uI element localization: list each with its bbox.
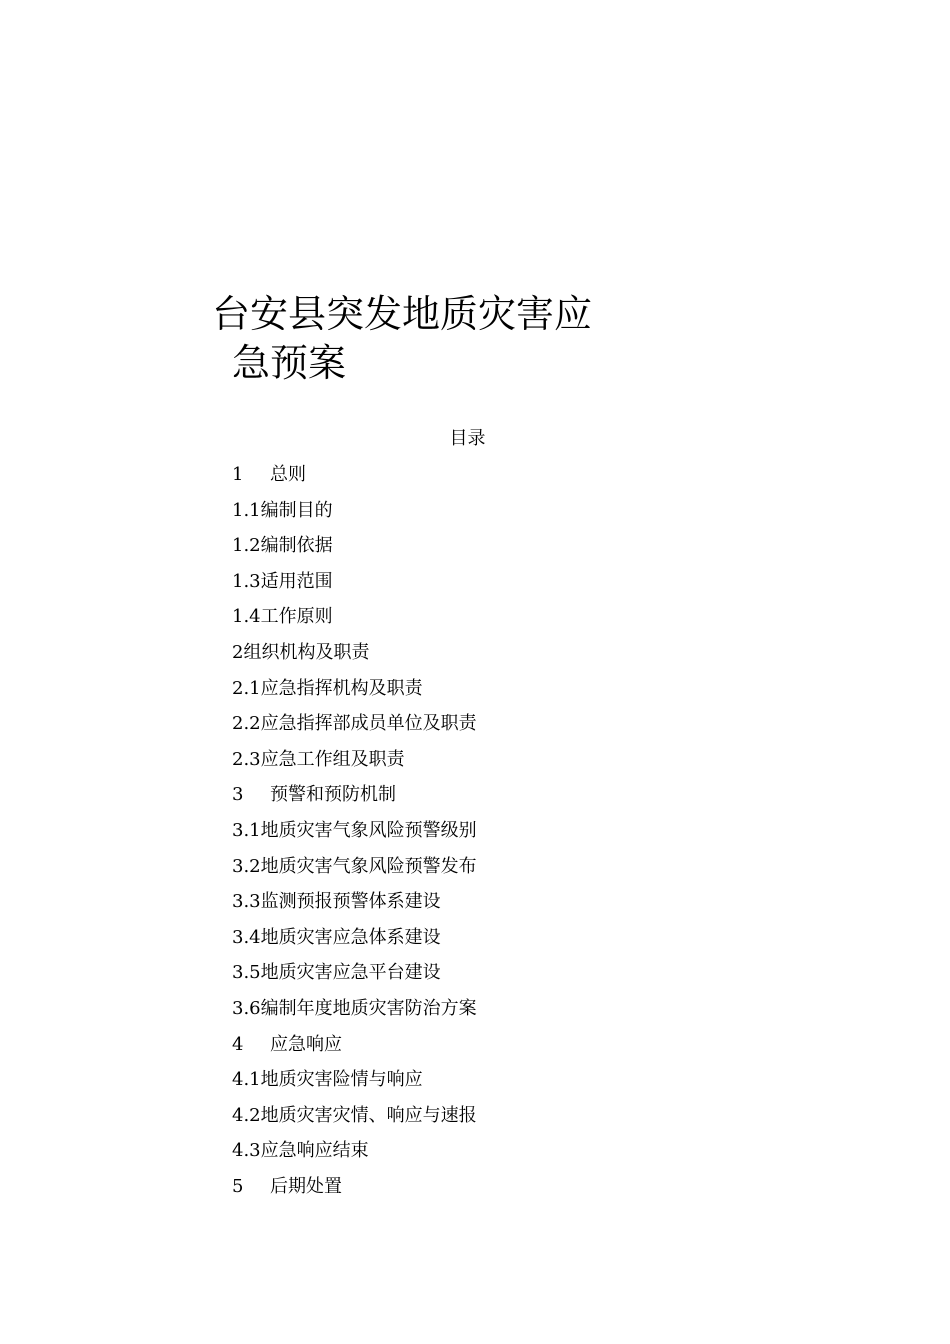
toc-entry[interactable] [232,1103,477,1139]
toc-entry-number: 3.1 [232,819,261,841]
toc-entry-text: 地质灾害气象风险预警发布 [260,855,477,877]
toc-entry-number: 2 [232,641,244,663]
toc-entry[interactable] [232,533,477,569]
toc-entry-number: 3 [232,784,244,806]
toc-entry-number: 4 [232,1033,244,1055]
toc-entry-number: 1.2 [232,535,261,557]
toc-entry-text: 工作原则 [260,606,333,628]
toc-entry-number: 4.1 [232,1069,261,1091]
toc-entry[interactable] [232,711,477,747]
toc-entry-text: 编制年度地质灾害防治方案 [260,997,477,1019]
toc-entry-number: 1 [232,464,244,485]
toc-entry-text: 应急指挥机构及职责 [260,677,423,699]
toc-entry-text: 应急响应结束 [260,1140,369,1162]
toc-entry-number: 3.6 [232,997,261,1019]
toc-entry[interactable] [232,889,477,925]
toc-entry-text: 监测预报预警体系建设 [260,891,441,913]
toc-entry-number: 3.4 [232,926,261,948]
toc-entry[interactable] [232,782,477,818]
toc-heading: 目录 [449,428,486,449]
toc-entry-text: 地质灾害应急体系建设 [260,926,441,948]
toc-entry-text: 编制目的 [260,499,333,521]
toc-entry-text: 地质灾害气象风险预警级别 [260,819,477,841]
toc-entry-number: 1.4 [232,606,261,628]
toc-entry-text: 后期处置 [270,1175,342,1197]
toc-entry[interactable] [232,569,477,605]
toc-entry-text: 应急指挥部成员单位及职责 [260,713,477,735]
toc-entry-text: 地质灾害险情与响应 [260,1069,423,1091]
toc-entry-number: 5 [232,1175,244,1197]
toc-entry-text: 编制依据 [260,535,333,557]
toc-entry-number: 3.3 [232,891,261,913]
title-line-2: 急预案 [232,341,347,385]
toc-entry-number: 2.1 [232,677,261,699]
toc-entry[interactable] [232,604,477,640]
toc-entry[interactable] [232,925,477,961]
toc-entry-text: 地质灾害灾情、响应与速报 [260,1104,477,1126]
toc-entry[interactable] [232,1138,477,1174]
toc-entry-number: 3.5 [232,962,261,984]
toc-entry-number: 2.3 [232,748,261,770]
toc-entry[interactable] [232,1174,477,1210]
toc-entry[interactable] [232,747,477,783]
title-line-1: 台安县突发地质灾害应 [212,292,593,336]
toc-entry-text: 适用范围 [260,570,333,592]
toc-entry-text: 总则 [270,464,306,485]
toc-entry[interactable] [232,1032,477,1068]
toc-entry[interactable] [232,462,477,498]
table-of-contents [232,462,477,1209]
toc-entry[interactable] [232,1067,477,1103]
toc-entry[interactable] [232,640,477,676]
toc-entry-text: 组织机构及职责 [243,641,370,663]
toc-entry[interactable] [232,818,477,854]
toc-entry[interactable] [232,960,477,996]
toc-entry-number: 1.3 [232,570,261,592]
toc-entry[interactable] [232,498,477,534]
toc-entry-number: 1.1 [232,499,261,521]
document-title [212,290,652,388]
toc-entry-number: 4.3 [232,1140,261,1162]
toc-entry-text: 预警和预防机制 [270,784,396,806]
toc-entry-number: 4.2 [232,1104,261,1126]
toc-entry-text: 应急响应 [270,1033,342,1055]
toc-entry-text: 应急工作组及职责 [260,748,405,770]
toc-entry[interactable] [232,996,477,1032]
toc-entry[interactable] [232,676,477,712]
toc-entry-number: 3.2 [232,855,261,877]
toc-entry[interactable] [232,854,477,890]
toc-entry-text: 地质灾害应急平台建设 [260,962,441,984]
toc-entry-number: 2.2 [232,713,261,735]
